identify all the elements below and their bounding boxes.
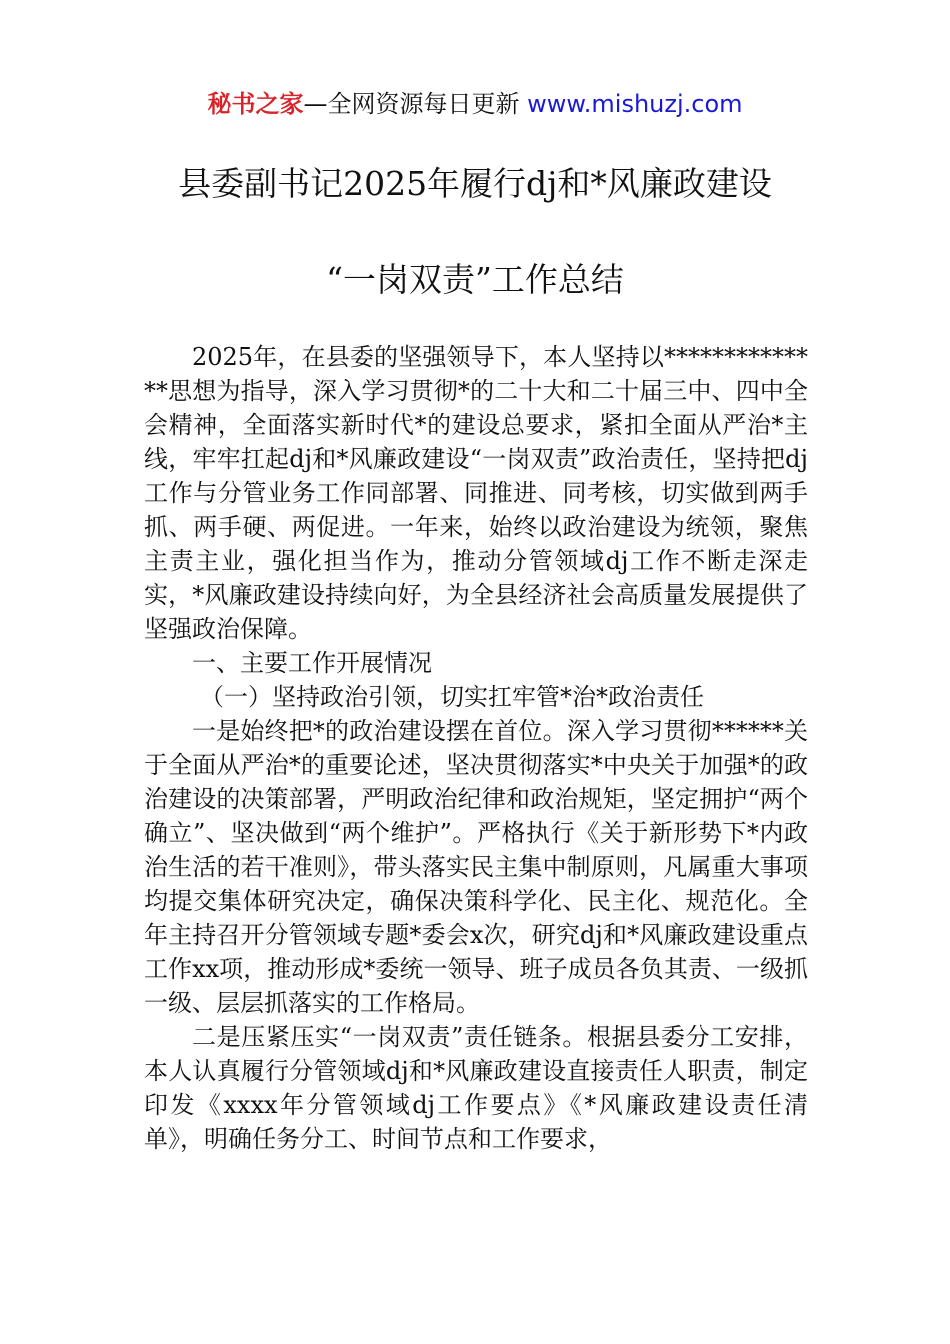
site-banner [0,88,950,120]
body-paragraph-1: 一是始终把*的政治建设摆在首位。深入学习贯彻******关于全面从严治*的重要论述，坚决贯彻落实*中央关于加强*的政治建设的决策部署，严明政治纪律和政治规矩，坚定拥护“两个确立”、坚决做到“两个维护”。严格执行《关于新形势下*内政治生活的若干准则》，带头落实民主集中制原则，凡属重大事项均提交集体研究决定，确保决策科学化、民主化、规范化。全年主持召开分管领域专题*委会x次，研究dj和*风廉政建设重点工作xx项，推动形成*委统一领导、班子成员各负其责、一级抓一级、层层抓落实的工作格局。 [144,717,808,1017]
banner-brand: 秘书之家 [207,90,304,118]
banner-tagline: —全网资源每日更新 [303,90,528,118]
intro-paragraph: 2025年，在县委的坚强领导下，本人坚持以**************思想为指导，深入学习贯彻*的二十大和二十届三中、四中全会精神，全面落实新时代*的建设总要求，紧扣全面从严治*主线，牢牢扛起dj和*风廉政建设“一岗双责”政治责任，坚持把dj工作与分管业务工作同部署、同推进、同考核，切实做到两手抓、两手硬、两促进。一年来，始终以政治建设为统领，聚焦主责主业，强化担当作为，推动分管领域dj工作不断走深走实，*风廉政建设持续向好，为全县经济社会高质量发展提供了坚强政治保障。 [144,343,808,643]
section-heading: 一、主要工作开展情况 [192,649,432,677]
document-body [144,340,808,1156]
document-title-line-2: “一岗双责”工作总结 [326,260,624,299]
banner-site-link[interactable]: www.mishuzj.com [527,90,743,118]
body-paragraph-2: 二是压紧压实“一岗双责”责任链条。根据县委分工安排，本人认真履行分管领域dj和*风廉政建设直接责任人职责，制定印发《xxxx年分管领域dj工作要点》《*风廉政建设责任清单》，明确任务分工、时间节点和工作要求， [144,1023,808,1153]
subsection-heading: （一）坚持政治引领，切实扛牢管*治*政治责任 [200,683,704,711]
document-title-line-1: 县委副书记2025年履行dj和*风廉政建设 [178,164,772,203]
